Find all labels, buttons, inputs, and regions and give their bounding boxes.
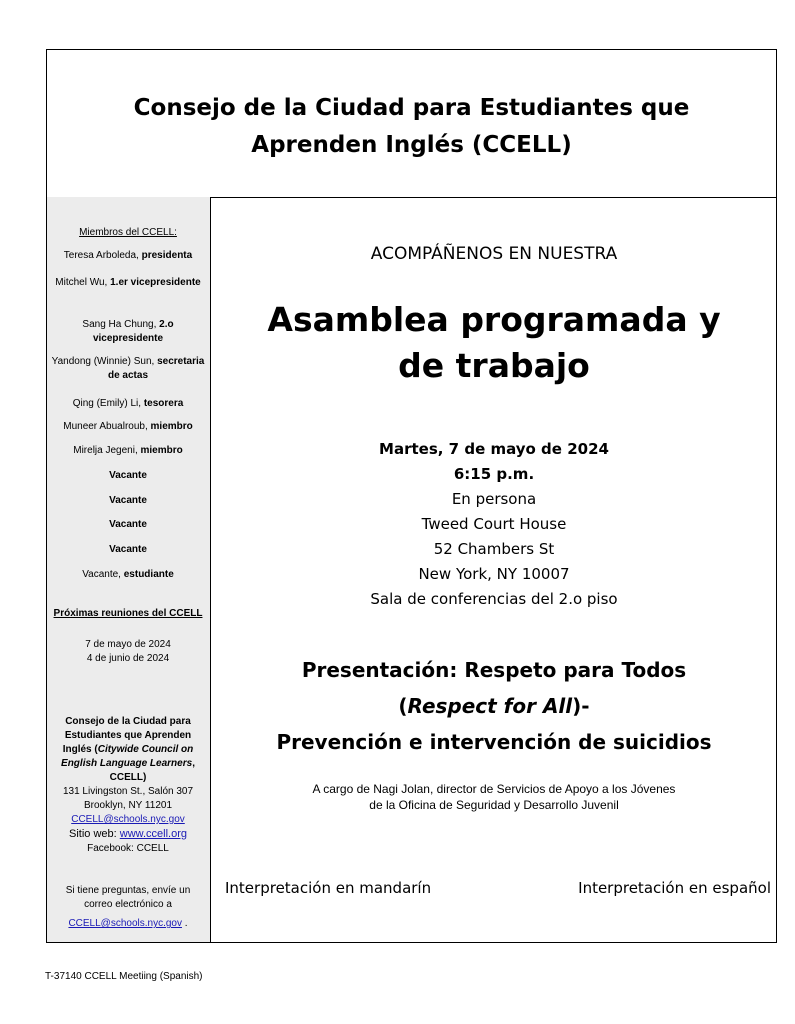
meeting-date: 7 de mayo de 2024 bbox=[85, 639, 171, 650]
member-item: Qing (Emily) Li, tesorera bbox=[72, 398, 184, 409]
interpretation-spanish: Interpretación en español bbox=[578, 879, 771, 897]
member-item: Mirelja Jegeni, miembro bbox=[73, 445, 183, 456]
flyer-frame bbox=[46, 49, 777, 943]
member-item: Yandong (Winnie) Sun, secretaria de actas bbox=[51, 356, 205, 381]
member-item: Vacante, estudiante bbox=[82, 569, 174, 580]
event-street: 52 Chambers St bbox=[433, 540, 555, 558]
meeting-date: 4 de junio de 2024 bbox=[86, 653, 170, 664]
org-facebook: Facebook: CCELL bbox=[87, 843, 169, 854]
member-item: Mitchel Wu, 1.er vicepresidente bbox=[55, 277, 201, 288]
org-email bbox=[51, 813, 205, 827]
main-content bbox=[211, 197, 777, 942]
questions-text: Si tiene preguntas, envíe un correo electrónico a bbox=[65, 885, 191, 910]
event-mode: En persona bbox=[451, 490, 537, 508]
members-heading: Miembros del CCELL: bbox=[79, 227, 177, 238]
document-code: T-37140 CCELL Meetiing (Spanish) bbox=[45, 971, 203, 982]
member-item: Sang Ha Chung, 2.o vicepresidente bbox=[82, 319, 174, 344]
website-link[interactable]: www.ccell.org bbox=[119, 828, 187, 840]
org-name: Consejo de la Ciudad para Estudiantes que Aprenden Inglés (Citywide Council on English Language Learners, CCELL) bbox=[61, 716, 195, 783]
event-city: New York, NY 10007 bbox=[418, 565, 570, 583]
org-address: 131 Livingston St., Salón 307 bbox=[62, 786, 194, 797]
member-item: Vacante bbox=[109, 544, 147, 555]
interpretation-mandarin: Interpretación en mandarín bbox=[225, 879, 432, 897]
member-item: Vacante bbox=[109, 519, 147, 530]
flyer-header bbox=[47, 50, 776, 198]
event-room: Sala de conferencias del 2.o piso bbox=[370, 590, 618, 608]
sidebar-panel bbox=[47, 197, 211, 942]
questions-email-link[interactable]: CCELL@schools.nyc.gov bbox=[68, 918, 182, 929]
presenter-info: A cargo de Nagi Jolan, director de Servicios de Apoyo a los Jóvenes de la Oficina de Seguridad y Desarrollo Juvenil bbox=[312, 782, 676, 812]
email-link[interactable]: CCELL@schools.nyc.gov bbox=[71, 814, 185, 825]
questions-email: CCELL@schools.nyc.gov . bbox=[68, 918, 188, 929]
event-date: Martes, 7 de mayo de 2024 bbox=[379, 440, 609, 458]
event-time: 6:15 p.m. bbox=[453, 465, 535, 483]
org-address: Brooklyn, NY 11201 bbox=[83, 800, 173, 811]
org-website: Sitio web: www.ccell.org bbox=[68, 828, 187, 840]
event-title: Asamblea programada y de trabajo bbox=[267, 300, 721, 385]
event-venue: Tweed Court House bbox=[421, 515, 567, 533]
join-text: ACOMPÁÑENOS EN NUESTRA bbox=[370, 244, 618, 264]
member-item: Muneer Abualroub, miembro bbox=[63, 421, 193, 432]
member-item: Vacante bbox=[109, 470, 147, 481]
meetings-heading: Próximas reuniones del CCELL bbox=[53, 608, 203, 619]
member-item: Vacante bbox=[109, 495, 147, 506]
member-item: Teresa Arboleda, presidenta bbox=[63, 250, 193, 261]
council-title: Consejo de la Ciudad para Estudiantes que Aprenden Inglés (CCELL) bbox=[133, 94, 690, 158]
presentation-title: Presentación: Respeto para Todos (Respect for All)- Prevención e intervención de suicidios bbox=[276, 658, 712, 754]
